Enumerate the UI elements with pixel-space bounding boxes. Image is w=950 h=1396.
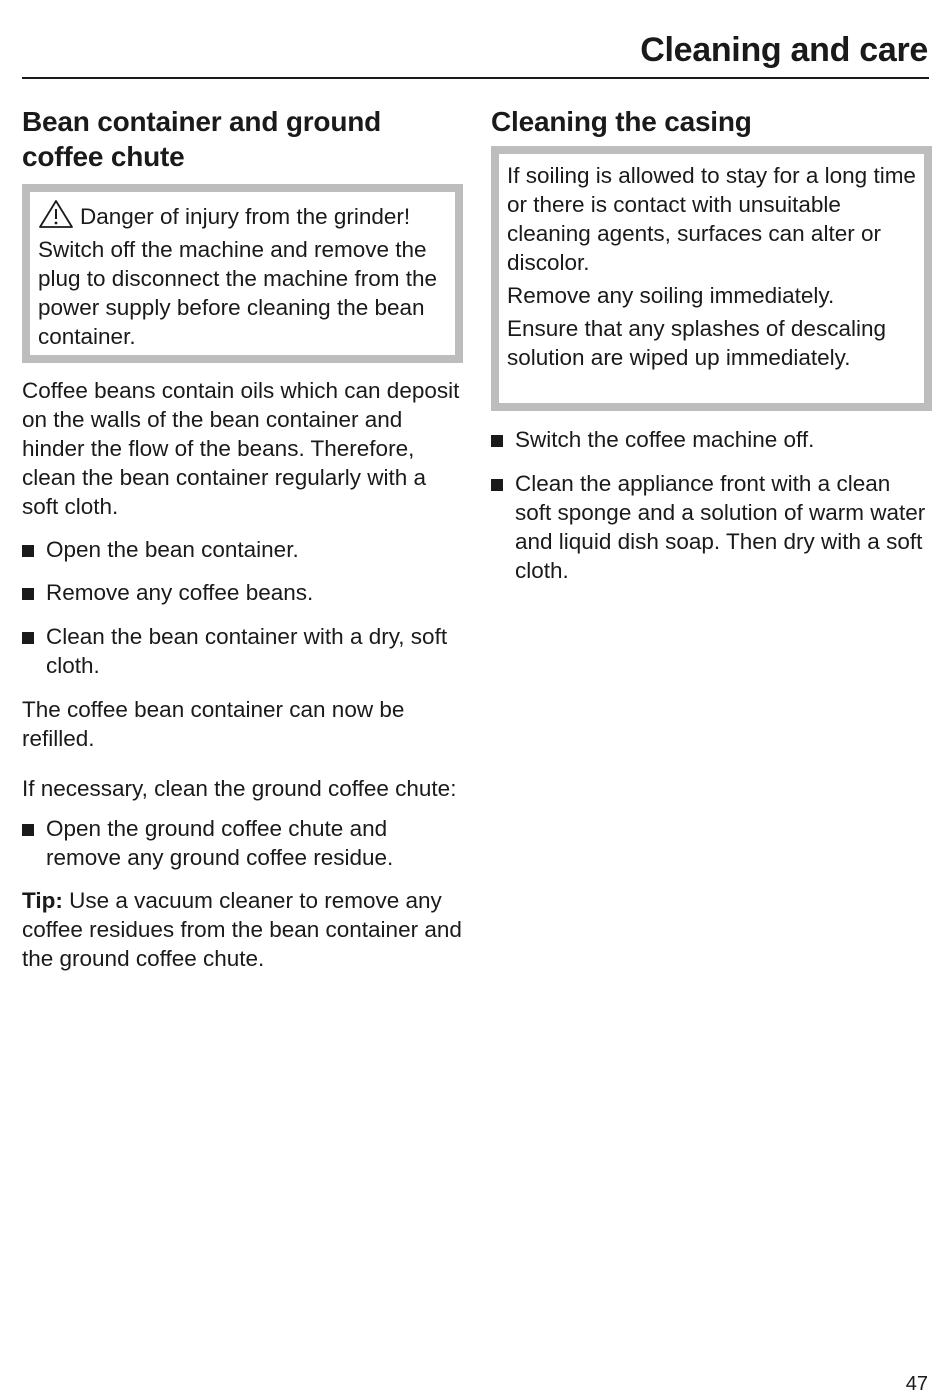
tip-paragraph (22, 886, 467, 973)
step-text: Open the bean container. (46, 537, 299, 562)
notice-text-3: Ensure that any splashes of descaling solution are wiped up immediately. (507, 316, 886, 370)
step-text: Remove any coffee beans. (46, 580, 314, 605)
header-divider (22, 77, 929, 79)
casing-steps-list (491, 425, 931, 585)
square-bullet-icon (491, 479, 503, 491)
warning-title: Danger of injury from the grinder! (80, 204, 411, 229)
list-item (491, 425, 931, 454)
notice-text-2: Remove any soiling immediately. (507, 283, 835, 308)
page-header-title: Cleaning and care (640, 31, 928, 69)
step-text: Open the ground coffee chute and remove any ground coffee residue. (46, 816, 394, 870)
list-item (491, 469, 931, 585)
chute-steps-list (22, 814, 462, 872)
list-item (22, 622, 462, 680)
step-text: Clean the bean container with a dry, soft cloth. (46, 624, 448, 678)
section-heading-casing: Cleaning the casing (491, 106, 752, 137)
right-column (491, 104, 931, 585)
warning-triangle-icon (38, 199, 74, 229)
refill-note: The coffee bean container can now be refilled. (22, 697, 405, 751)
square-bullet-icon (22, 632, 34, 644)
tip-label: Tip: (22, 888, 63, 913)
square-bullet-icon (22, 824, 34, 836)
page-number: 47 (905, 1373, 928, 1395)
warning-box (22, 184, 463, 363)
list-item (22, 535, 462, 564)
step-text: Switch the coffee machine off. (515, 427, 815, 452)
section-heading-bean-container: Bean container and ground coffee chute (22, 106, 382, 172)
chute-intro: If necessary, clean the ground coffee chute: (22, 776, 457, 801)
square-bullet-icon (22, 545, 34, 557)
left-column (22, 104, 462, 973)
warning-title-line (38, 199, 447, 231)
tip-text: Use a vacuum cleaner to remove any coffee residues from the bean container and the ground coffee chute. (22, 888, 462, 971)
list-item (22, 814, 462, 872)
intro-paragraph: Coffee beans contain oils which can deposit on the walls of the bean container and hinder the flow of the beans. Therefore, clean the bean container regularly with a soft cloth. (22, 378, 460, 519)
step-text: Clean the appliance front with a clean soft sponge and a solution of warm water and liquid dish soap. Then dry with a soft cloth. (515, 471, 926, 583)
warning-text: Switch off the machine and remove the plug to disconnect the machine from the power supply before cleaning the bean container. (38, 237, 437, 349)
notice-box (491, 146, 932, 411)
square-bullet-icon (22, 588, 34, 600)
cleaning-steps-list (22, 535, 462, 680)
list-item (22, 578, 462, 607)
notice-text-1: If soiling is allowed to stay for a long time or there is contact with unsuitable cleaning agents, surfaces can alter or discolor. (507, 163, 916, 275)
square-bullet-icon (491, 435, 503, 447)
